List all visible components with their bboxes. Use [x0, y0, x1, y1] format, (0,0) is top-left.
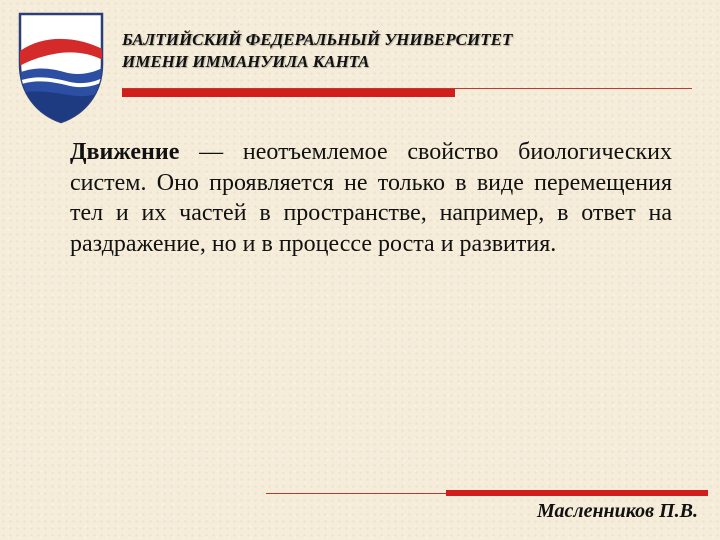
university-title-line2: ИМЕНИ ИММАНУИЛА КАНТА [122, 52, 370, 71]
university-logo-icon [14, 8, 108, 126]
definition-paragraph [70, 137, 672, 259]
footer-divider-thick [446, 490, 708, 496]
definition-text: — неотъемлемое свойство биологических систем. Оно проявляется не только в виде перемещения тел и их частей в пространстве, например, в ответ на раздражение, но и в процессе роста и развития. [70, 139, 672, 257]
author-name: Масленников П.В. [536, 500, 698, 522]
definition-term: Движение [70, 139, 180, 165]
university-title [122, 29, 682, 73]
header-divider-thick [122, 89, 455, 97]
university-title-line1: БАЛТИЙСКИЙ ФЕДЕРАЛЬНЫЙ УНИВЕРСИТЕТ [122, 30, 513, 49]
